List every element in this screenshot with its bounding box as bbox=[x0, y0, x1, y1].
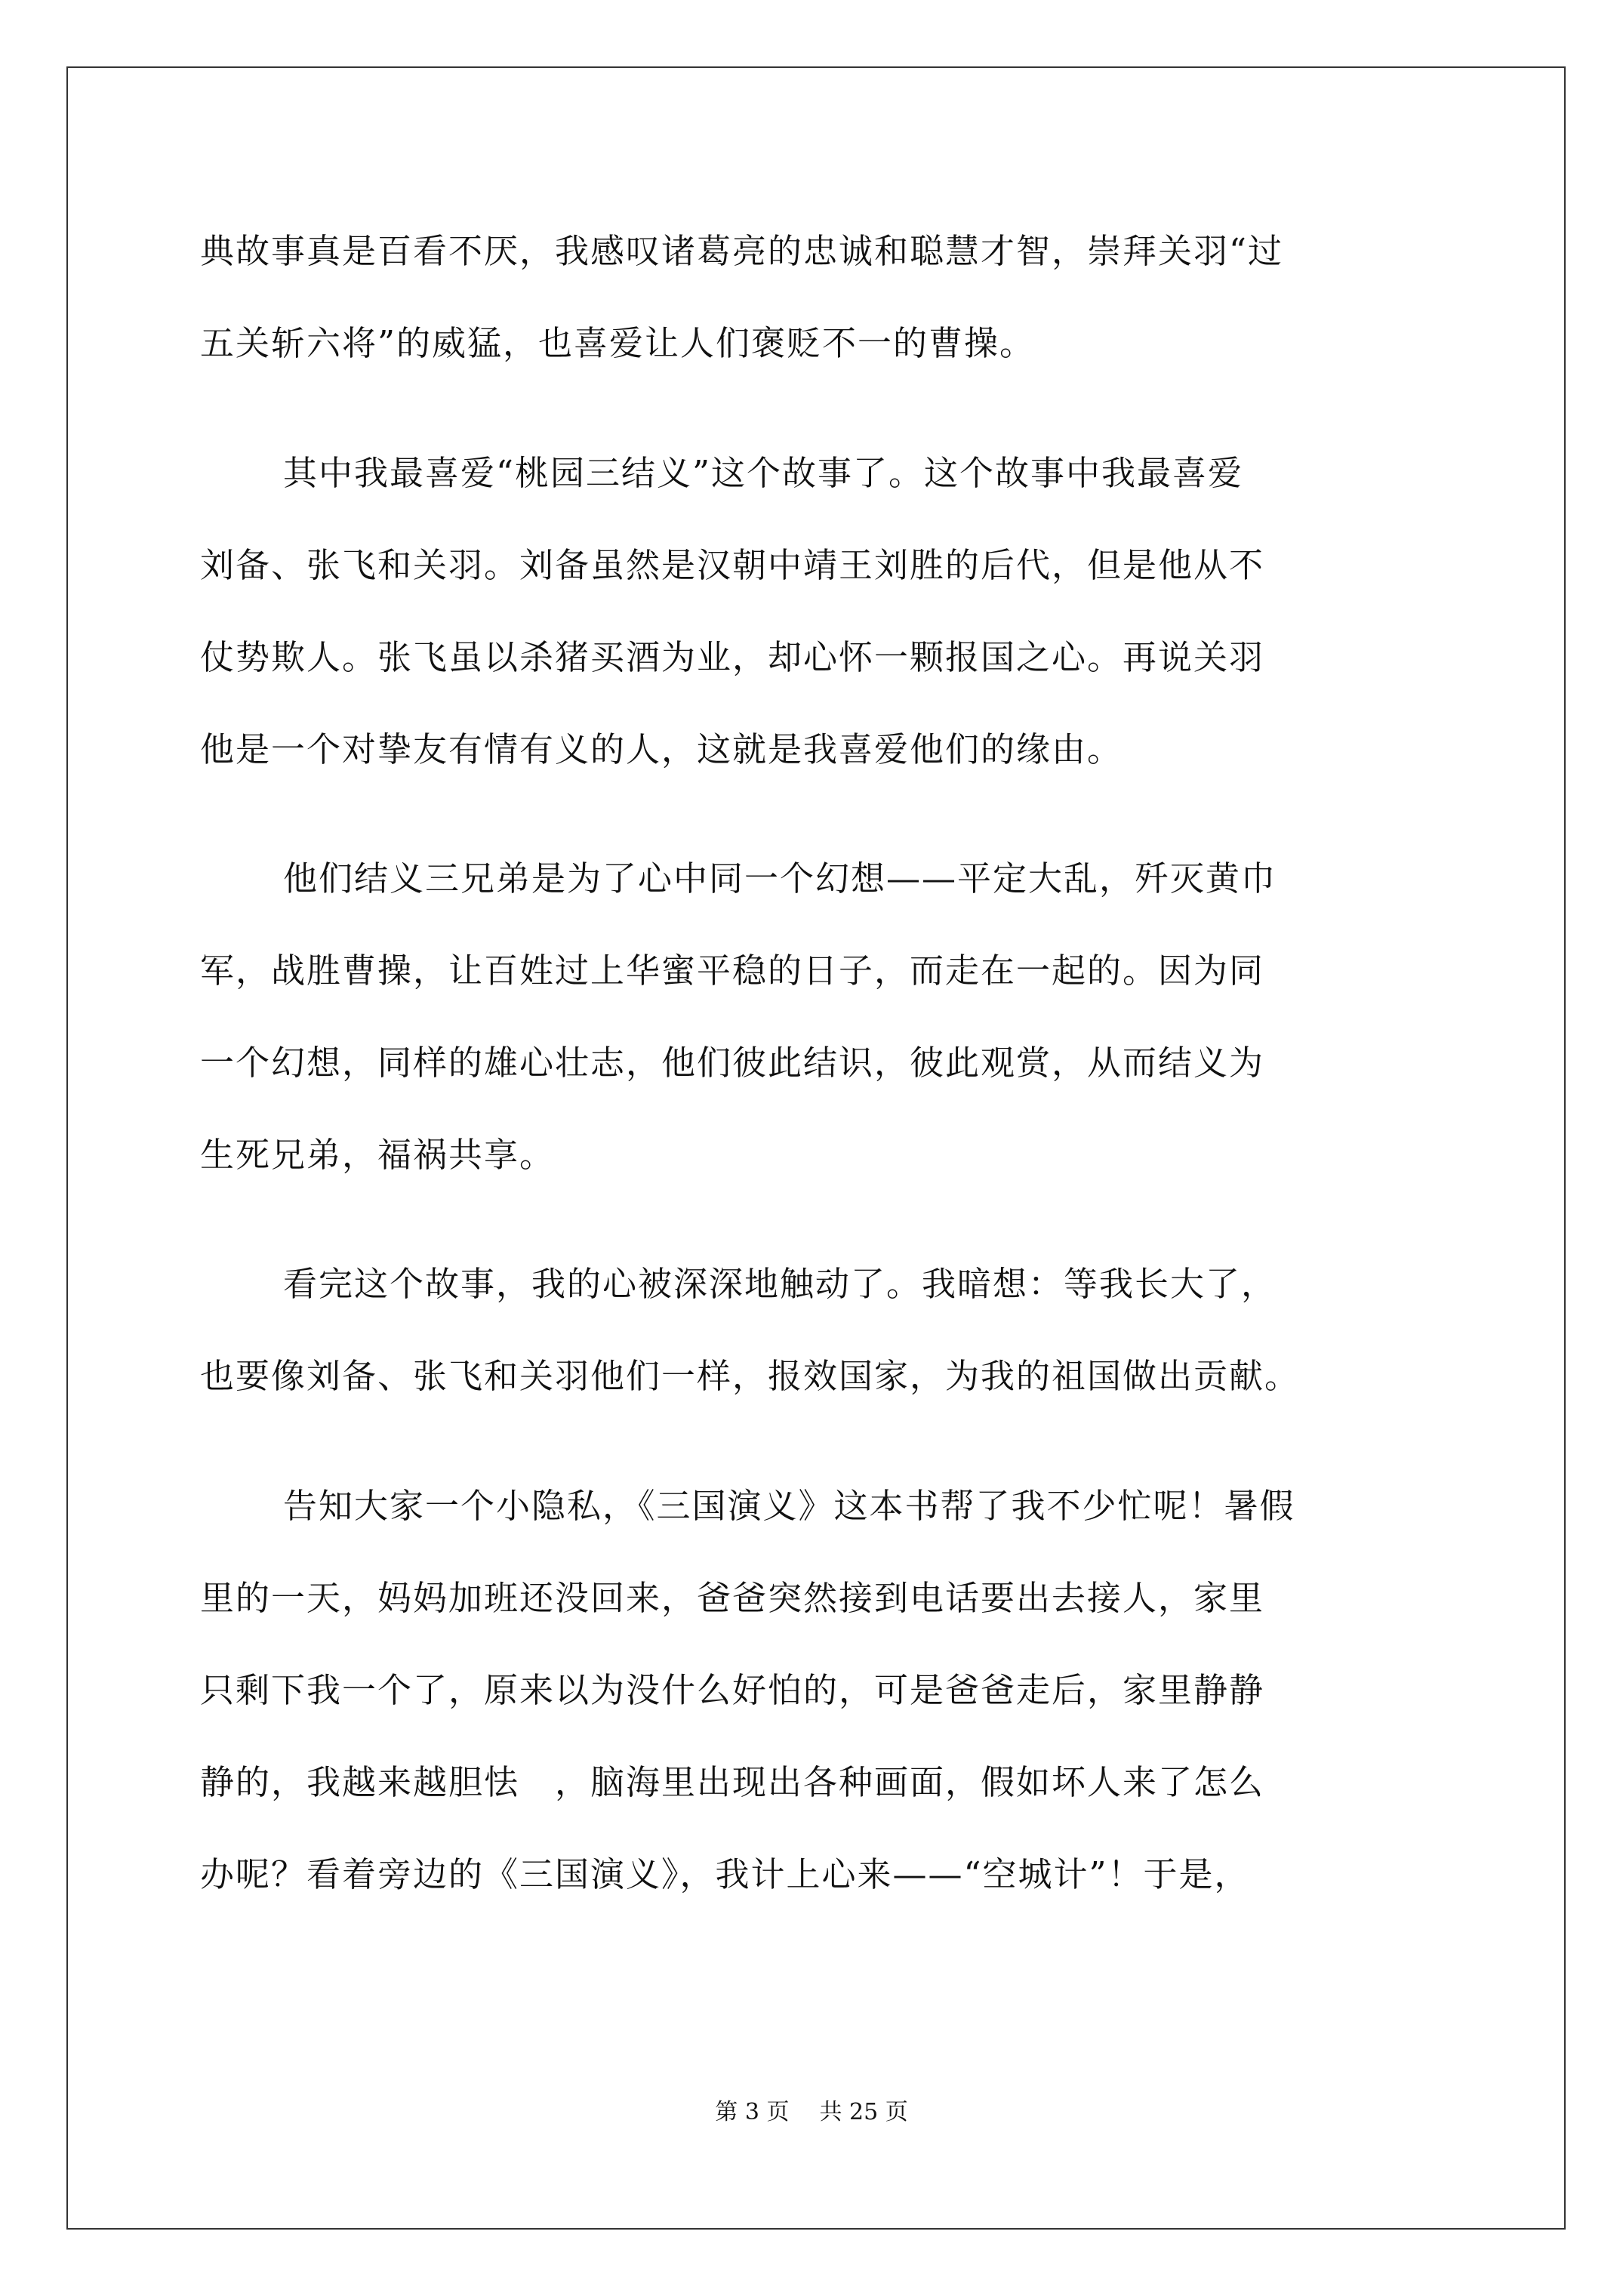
text-line: 也要像刘备、张飞和关羽他们一样，报效国家，为我的祖国做出贡献。 bbox=[200, 1356, 1301, 1396]
text-line: 五关斩六将”的威猛，也喜爱让人们褒贬不一的曹操。 bbox=[200, 323, 1036, 363]
paragraph-start-line: 他们结义三兄弟是为了心中同一个幻想——平定大乱，歼灭黄巾 bbox=[283, 858, 1277, 898]
text-line: 办呢？看着旁边的《三国演义》，我计上心来——“空城计”！于是， bbox=[200, 1854, 1250, 1894]
page-footer bbox=[0, 2097, 1623, 2128]
text-line: 刘备、张飞和关羽。刘备虽然是汉朝中靖王刘胜的后代，但是他从不 bbox=[200, 545, 1265, 585]
page-total: 共 25 页 bbox=[819, 2099, 908, 2125]
paragraph-start-line: 看完这个故事，我的心被深深地触动了。我暗想：等我长大了， bbox=[283, 1264, 1277, 1304]
text-line: 只剩下我一个了，原来以为没什么好怕的，可是爸爸走后，家里静静 bbox=[200, 1670, 1265, 1710]
paragraph-start-line: 其中我最喜爱“桃园三结义”这个故事了。这个故事中我最喜爱 bbox=[283, 453, 1244, 493]
text-line: 静的，我越来越胆怯 ，脑海里出现出各种画面，假如坏人来了怎么 bbox=[200, 1762, 1265, 1802]
text-line: 仗势欺人。张飞虽以杀猪买酒为业，却心怀一颗报国之心。再说关羽 bbox=[200, 637, 1265, 677]
paragraph-start-line: 告知大家一个小隐私，《三国演义》这本书帮了我不少忙呢！暑假 bbox=[283, 1486, 1295, 1526]
text-line: 典故事真是百看不厌，我感叹诸葛亮的忠诚和聪慧才智，崇拜关羽“过 bbox=[200, 231, 1284, 271]
text-line: 军，战胜曹操，让百姓过上华蜜平稳的日子，而走在一起的。因为同 bbox=[200, 951, 1265, 991]
text-line: 他是一个对挚友有情有义的人，这就是我喜爱他们的缘由。 bbox=[200, 729, 1123, 769]
text-line: 生死兄弟，福祸共享。 bbox=[200, 1135, 556, 1175]
page-number: 第 3 页 bbox=[715, 2099, 790, 2125]
text-line: 一个幻想，同样的雄心壮志，他们彼此结识，彼此观赏，从而结义为 bbox=[200, 1043, 1265, 1083]
text-line: 里的一天，妈妈加班还没回来，爸爸突然接到电话要出去接人，家里 bbox=[200, 1578, 1265, 1618]
